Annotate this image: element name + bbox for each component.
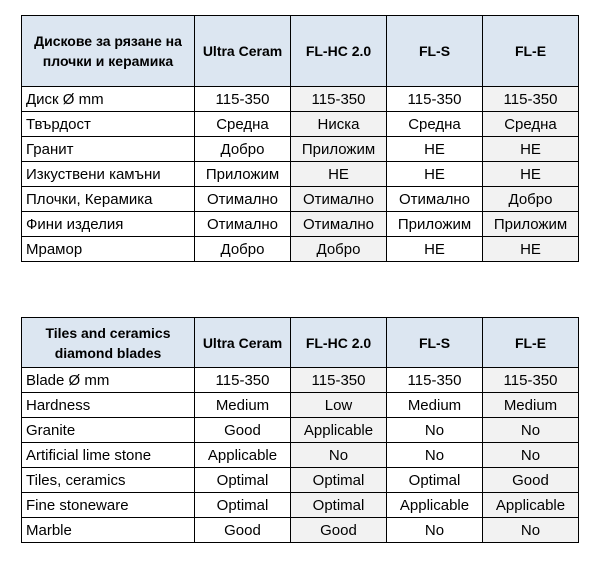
table-cell: Good [195,418,291,443]
row-label: Blade Ø mm [22,368,195,393]
table-cell: Приложим [291,137,387,162]
table-cell: Optimal [387,468,483,493]
table-cell: Applicable [483,493,579,518]
table-cell: No [291,443,387,468]
table-row [22,162,579,187]
column-header: FL-S [387,318,483,368]
table-cell: Добро [195,137,291,162]
table-cell: НЕ [483,162,579,187]
row-label: Hardness [22,393,195,418]
table-cell: Low [291,393,387,418]
table-cell: Средна [195,112,291,137]
table-row [22,137,579,162]
table-cell: Средна [483,112,579,137]
table-header-row [22,16,579,87]
table-cell: Приложим [195,162,291,187]
table-cell: Приложим [387,212,483,237]
table-cell: Medium [195,393,291,418]
table-cell: Ниска [291,112,387,137]
table-cell: No [387,518,483,543]
column-header: Ultra Ceram [195,16,291,87]
table-cell: Optimal [291,468,387,493]
table-cell: Good [195,518,291,543]
table-cell: No [387,418,483,443]
table-row [22,212,579,237]
table-cell: Medium [483,393,579,418]
table-header-row [22,318,579,368]
row-label: Мрамор [22,237,195,262]
table-cell: Applicable [387,493,483,518]
table-cell: No [387,443,483,468]
column-header: FL-HC 2.0 [291,318,387,368]
table-cell: Средна [387,112,483,137]
table-cell: Отимално [195,187,291,212]
table-row [22,468,579,493]
column-header: Ultra Ceram [195,318,291,368]
column-header: FL-E [483,16,579,87]
table-row [22,418,579,443]
table-cell: Приложим [483,212,579,237]
table-row [22,493,579,518]
table-cell: 115-350 [195,87,291,112]
table-cell: 115-350 [387,87,483,112]
table-title: Дискове за рязане на плочки и керамика [22,16,195,87]
table-cell: Medium [387,393,483,418]
table-cell: No [483,443,579,468]
table-row [22,112,579,137]
table-cell: НЕ [387,237,483,262]
row-label: Твърдост [22,112,195,137]
row-label: Artificial lime stone [22,443,195,468]
row-label: Marble [22,518,195,543]
row-label: Плочки, Керамика [22,187,195,212]
table-cell: НЕ [483,137,579,162]
table-row [22,393,579,418]
table-cell: Отимално [291,212,387,237]
row-label: Granite [22,418,195,443]
table-cell: No [483,518,579,543]
table-cell: НЕ [291,162,387,187]
table-cell: Добро [195,237,291,262]
table-cell: НЕ [387,162,483,187]
table-cell: Отимално [291,187,387,212]
table-cell: Отимално [387,187,483,212]
row-label: Fine stoneware [22,493,195,518]
column-header: FL-E [483,318,579,368]
table-row [22,368,579,393]
row-label: Изкуствени камъни [22,162,195,187]
table-cell: Добро [291,237,387,262]
table-cell: No [483,418,579,443]
table-cell: НЕ [483,237,579,262]
column-header: FL-S [387,16,483,87]
table-cell: 115-350 [483,87,579,112]
table-cell: Good [483,468,579,493]
table-cell: Good [291,518,387,543]
table-cell: Optimal [291,493,387,518]
table-cell: Applicable [291,418,387,443]
table-cell: 115-350 [291,368,387,393]
spec-table-bulgarian [21,15,579,262]
table-cell: Applicable [195,443,291,468]
row-label: Фини изделия [22,212,195,237]
table-row [22,518,579,543]
table-cell: 115-350 [483,368,579,393]
table-cell: 115-350 [291,87,387,112]
table-row [22,443,579,468]
row-label: Tiles, ceramics [22,468,195,493]
row-label: Гранит [22,137,195,162]
table-row [22,87,579,112]
row-label: Диск Ø mm [22,87,195,112]
table-row [22,187,579,212]
table-cell: Отимално [195,212,291,237]
table-cell: 115-350 [387,368,483,393]
table-cell: 115-350 [195,368,291,393]
column-header: FL-HC 2.0 [291,16,387,87]
table-cell: Optimal [195,468,291,493]
table-cell: НЕ [387,137,483,162]
table-cell: Добро [483,187,579,212]
table-row [22,237,579,262]
table-title: Tiles and ceramics diamond blades [22,318,195,368]
spec-table-english [21,317,579,543]
table-cell: Optimal [195,493,291,518]
